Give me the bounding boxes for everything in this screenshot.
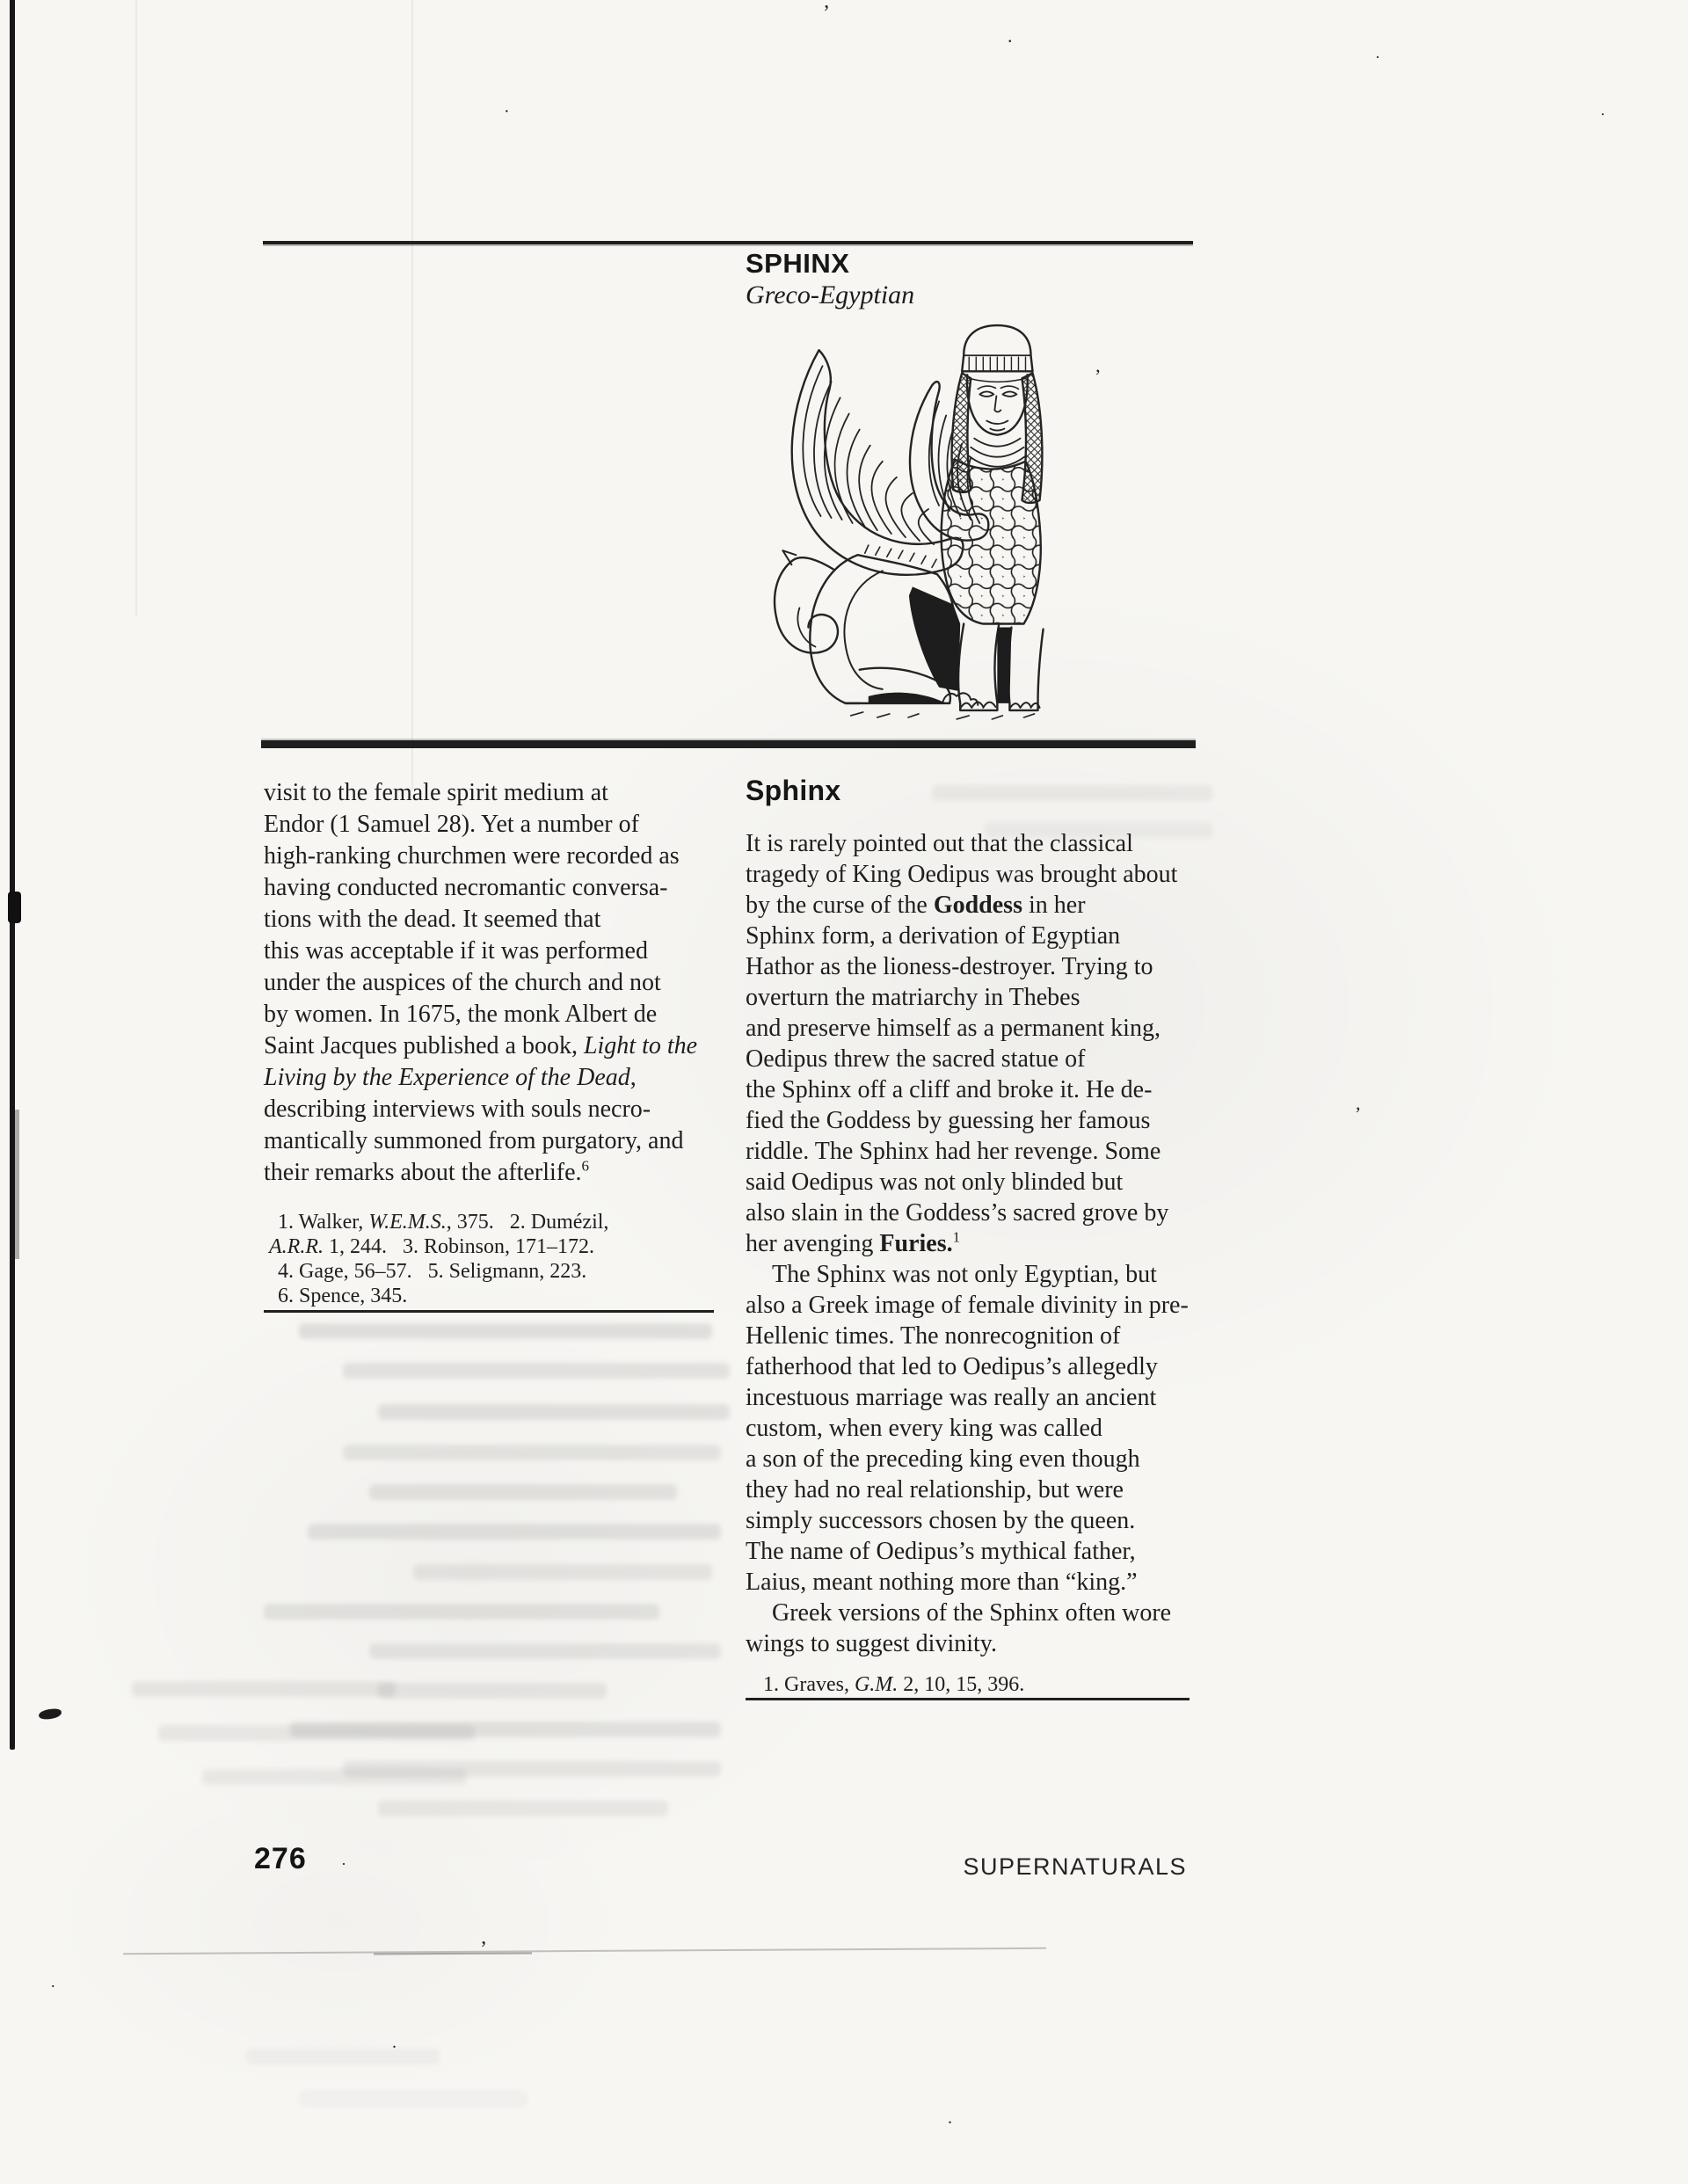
text-segment: by the curse of the [746, 892, 934, 919]
running-title: SUPERNATURALS [963, 1853, 1187, 1880]
text-line [746, 1105, 1231, 1136]
text-segment: by women. In 1675, the monk Albert de [264, 1001, 658, 1028]
text-segment: A.R.R. [269, 1235, 324, 1258]
text-segment: incestuous marriage was really an ancient [746, 1384, 1157, 1411]
text-line [746, 1628, 1231, 1659]
text-line [746, 1673, 1231, 1696]
text-line [264, 1125, 749, 1157]
scan-speck: . [392, 2033, 397, 2052]
text-segment: their remarks about the afterlife. [264, 1159, 582, 1186]
text-segment: high-ranking churchmen were recorded as [264, 842, 680, 870]
scan-speck: ’ [1095, 365, 1102, 387]
scan-speck: . [948, 2108, 952, 2128]
footnote-marker: 6 [581, 1157, 589, 1175]
bleedthrough-ghost-line [246, 2049, 440, 2064]
text-segment: and preserve himself as a permanent king, [746, 1015, 1160, 1042]
bleedthrough-ghost-line [343, 1363, 730, 1379]
text-line [264, 967, 749, 999]
text-line [746, 1290, 1231, 1321]
bleedthrough-ghost-line [132, 1681, 396, 1697]
entry-heading: Sphinx [746, 775, 841, 806]
bleedthrough-ghost-line [413, 1564, 712, 1580]
text-segment: Laius, meant nothing more than “king.” [746, 1569, 1138, 1596]
scan-speck: ’ [480, 1938, 487, 1961]
text-segment: fied the Goddess by guessing her famous [746, 1107, 1151, 1134]
text-segment: the Sphinx off a cliff and broke it. He de- [746, 1076, 1153, 1103]
text-segment: The name of Oedipus’s mythical father, [746, 1538, 1136, 1565]
text-line [264, 1157, 749, 1189]
text-line [746, 921, 1231, 951]
text-segment: tions with the dead. It seemed that [264, 906, 601, 933]
scan-ink-blob [8, 892, 21, 923]
text-segment: simply successors chosen by the queen. [746, 1507, 1136, 1534]
text-line [746, 1321, 1231, 1351]
top-rule [263, 241, 1193, 244]
text-segment: 4. Gage, 56–57. 5. Seligmann, 223. [278, 1260, 587, 1283]
text-line [746, 1444, 1231, 1474]
text-segment: her avenging [746, 1230, 880, 1257]
bleedthrough-ghost-line [264, 1604, 659, 1620]
text-line [746, 1474, 1231, 1505]
bleedthrough-ghost-line [343, 1445, 721, 1460]
text-segment: under the auspices of the church and not [264, 969, 661, 996]
left-footnote-rule [264, 1310, 714, 1313]
text-segment: riddle. The Sphinx had her revenge. Some [746, 1138, 1161, 1165]
text-line [264, 1284, 749, 1308]
text-segment: also slain in the Goddess’s sacred grove by [746, 1199, 1169, 1227]
page-number: 276 [254, 1842, 307, 1875]
left-column-text [264, 777, 749, 1189]
text-segment: 6. Spence, 345. [278, 1285, 408, 1307]
text-segment: fatherhood that led to Oedipus’s allegedly [746, 1353, 1158, 1380]
sphinx-illustration [726, 304, 1117, 728]
scan-streak [411, 0, 413, 791]
bleedthrough-ghost-line [369, 1484, 677, 1500]
bleedthrough-ghost-line [369, 1643, 721, 1659]
text-line [264, 1062, 749, 1094]
text-line [746, 1598, 1231, 1628]
scan-ink-blob [38, 1707, 62, 1721]
text-line [746, 1044, 1231, 1074]
text-segment: 1. Walker, [278, 1211, 369, 1234]
text-segment: also a Greek image of female divinity in pre- [746, 1292, 1189, 1319]
bleedthrough-ghost-line [308, 1524, 721, 1540]
text-line [746, 982, 1231, 1013]
text-line [264, 841, 749, 872]
bleedthrough-ghost-line [378, 1404, 730, 1420]
text-segment: custom, when every king was called [746, 1415, 1102, 1442]
scan-edge-line [10, 0, 15, 1750]
article-subtitle: Greco-Egyptian [746, 280, 915, 309]
text-segment: The Sphinx was not only Egyptian, but [772, 1261, 1157, 1288]
right-column-footnotes [746, 1673, 1231, 1696]
text-line [264, 1030, 749, 1062]
text-segment: Saint Jacques published a book, [264, 1032, 584, 1059]
text-line [264, 999, 749, 1030]
right-column [746, 774, 1231, 1700]
text-line [264, 1234, 749, 1259]
text-line [746, 1413, 1231, 1444]
scan-faint-line [374, 1953, 532, 1955]
text-segment: 2, 10, 15, 396. [898, 1673, 1025, 1696]
text-line [746, 1259, 1231, 1290]
text-segment: they had no real relationship, but were [746, 1476, 1124, 1503]
text-line [264, 935, 749, 967]
text-segment: 1. Graves, [763, 1673, 855, 1696]
scan-speck: · [341, 1855, 346, 1873]
text-segment: , 375. 2. Dumézil, [446, 1211, 609, 1234]
text-segment: describing interviews with souls necro- [264, 1096, 651, 1123]
text-segment: visit to the female spirit medium at [264, 779, 608, 806]
bleedthrough-ghost-line [158, 1725, 475, 1741]
text-segment: Goddess [933, 892, 1022, 919]
text-line [746, 1382, 1231, 1413]
text-segment: Furies. [879, 1230, 953, 1257]
text-segment: tragedy of King Oedipus was brought about [746, 861, 1178, 888]
bleedthrough-ghost-line [299, 2091, 528, 2107]
scan-speck: · [1600, 106, 1605, 123]
article-kicker [746, 249, 914, 311]
bleedthrough-ghost-line [932, 785, 1213, 801]
bleedthrough-ghost-line [378, 1801, 668, 1816]
scan-faint-line [123, 1947, 1046, 1955]
text-line [746, 1536, 1231, 1567]
text-segment: overturn the matriarchy in Thebes [746, 984, 1080, 1011]
text-line [264, 1259, 749, 1284]
text-segment: Sphinx form, a derivation of Egyptian [746, 922, 1121, 950]
text-segment: 1, 244. 3. Robinson, 171–172. [323, 1235, 594, 1258]
bleedthrough-ghost-line [985, 822, 1213, 838]
left-column-footnotes [264, 1210, 749, 1308]
text-segment: Hathor as the lioness-destroyer. Trying to [746, 953, 1153, 980]
text-segment: Endor (1 Samuel 28). Yet a number of [264, 811, 639, 838]
text-segment: Greek versions of the Sphinx often wore [772, 1599, 1172, 1627]
text-segment: It is rarely pointed out that the classical [746, 830, 1133, 857]
text-line [746, 1013, 1231, 1044]
section-rule [261, 740, 1196, 748]
scan-speck: ’ [823, 2, 830, 25]
text-segment: Light to the [583, 1032, 698, 1059]
text-segment: wings to suggest divinity. [746, 1630, 997, 1657]
text-segment: W.E.M.S. [368, 1211, 447, 1234]
text-line [264, 809, 749, 841]
article-title: SPHINX [746, 248, 850, 279]
footnote-marker: 1 [952, 1228, 961, 1246]
bleedthrough-ghost-line [378, 1683, 607, 1699]
scan-speck: . [1008, 25, 1013, 47]
scan-speck: · [504, 102, 510, 121]
scan-speck: , [1356, 1092, 1361, 1114]
text-segment: Hellenic times. The nonrecognition of [746, 1322, 1121, 1350]
scan-speck: . [51, 1973, 55, 1991]
text-segment: in her [1022, 892, 1086, 919]
text-segment: , [629, 1064, 637, 1091]
text-line [264, 904, 749, 935]
text-line [746, 1351, 1231, 1382]
left-column [264, 777, 749, 1313]
text-segment: having conducted necromantic conversa- [264, 874, 668, 901]
text-line [746, 1567, 1231, 1598]
text-segment: mantically summoned from purgatory, and [264, 1127, 684, 1154]
text-line [746, 859, 1231, 890]
text-segment: G.M. [854, 1673, 899, 1696]
bleedthrough-ghost-line [202, 1769, 466, 1785]
text-segment: said Oedipus was not only blinded but [746, 1168, 1124, 1196]
text-segment: Living by the Experience of the Dead [264, 1064, 630, 1091]
text-line [746, 890, 1231, 921]
text-line [264, 872, 749, 904]
text-line [746, 951, 1231, 982]
text-segment: this was acceptable if it was performed [264, 937, 648, 965]
text-line [746, 1198, 1231, 1228]
right-footnote-rule [746, 1698, 1190, 1700]
text-line [746, 1136, 1231, 1167]
text-line [264, 1094, 749, 1125]
text-line [746, 1228, 1231, 1259]
scan-streak [135, 0, 137, 615]
text-line [746, 1074, 1231, 1105]
right-column-text [746, 828, 1231, 1659]
text-segment: Oedipus threw the sacred statue of [746, 1045, 1086, 1073]
bleedthrough-ghost-line [299, 1323, 712, 1339]
text-line [746, 1505, 1231, 1536]
text-segment: a son of the preceding king even though [746, 1445, 1140, 1473]
text-line [264, 777, 749, 809]
text-line [264, 1210, 749, 1234]
scan-speck: · [1375, 48, 1380, 66]
scan-edge-shade [15, 1110, 19, 1259]
text-line [746, 1167, 1231, 1198]
